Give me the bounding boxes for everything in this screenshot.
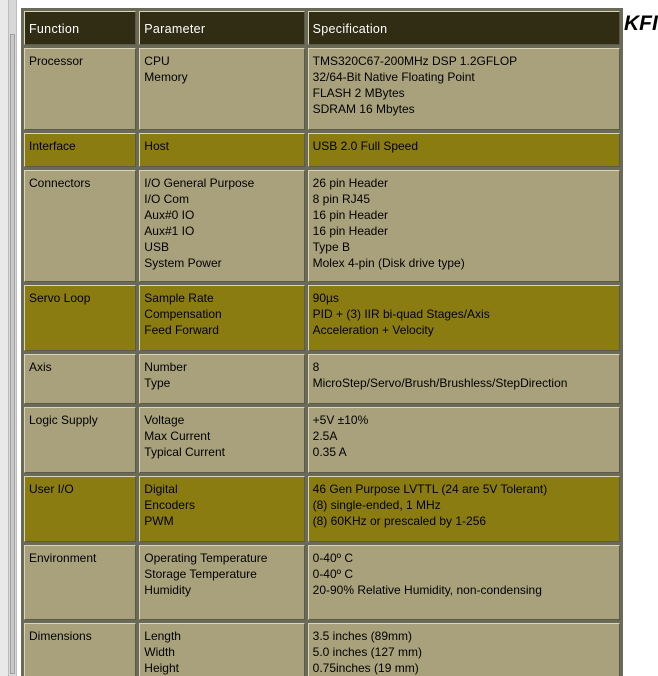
header-function: Function: [24, 11, 136, 45]
parameter-line: I/O Com: [144, 192, 189, 206]
parameter-line: Digital: [144, 482, 178, 496]
parameter-cell: [139, 354, 304, 404]
function-cell: Dimensions: [24, 623, 136, 676]
specification-cell: [308, 407, 620, 473]
function-cell: Servo Loop: [24, 285, 136, 351]
parameter-cell: [139, 623, 304, 676]
specification-cell: [308, 354, 620, 404]
parameter-line: System Power: [144, 256, 222, 270]
specification-line: PID + (3) IIR bi-quad Stages/Axis: [312, 307, 490, 321]
specification-cell: [308, 285, 620, 351]
specification-line: 5.0 inches (127 mm): [312, 645, 423, 659]
scrollbar-thumb[interactable]: [10, 34, 15, 674]
parameter-line: Compensation: [144, 307, 222, 321]
spec-table: [21, 8, 623, 676]
table-row: [24, 285, 620, 351]
specification-line: 32/64-Bit Native Floating Point: [312, 70, 475, 84]
table-row: [24, 354, 620, 404]
specification-cell: [308, 48, 620, 130]
parameter-cell: [139, 407, 304, 473]
table-header-row: [24, 11, 620, 45]
specification-cell: [308, 623, 620, 676]
parameter-line: USB: [144, 240, 169, 254]
left-margin: [0, 0, 8, 676]
side-heading: KFI: [624, 12, 658, 35]
parameter-line: Aux#0 IO: [144, 208, 195, 222]
specification-line: 8 pin RJ45: [312, 192, 371, 206]
specification-line: 0.35 A: [312, 445, 347, 459]
function-cell: Interface: [24, 133, 136, 167]
parameter-line: Height: [144, 661, 179, 675]
specification-line: 8: [312, 360, 320, 374]
table-row: [24, 170, 620, 282]
specification-line: 26 pin Header: [312, 176, 389, 190]
specification-line: 0-40º C: [312, 567, 354, 581]
specification-line: Acceleration + Velocity: [312, 323, 434, 337]
specification-line: 3.5 inches (89mm): [312, 629, 413, 643]
function-cell: Environment: [24, 545, 136, 620]
header-parameter: Parameter: [139, 11, 304, 45]
specification-line: 20-90% Relative Humidity, non-condensing: [312, 583, 542, 597]
header-specification: Specification: [308, 11, 620, 45]
parameter-line: Storage Temperature: [144, 567, 257, 581]
specification-cell: [308, 133, 620, 167]
parameter-cell: [139, 545, 304, 620]
specification-cell: [308, 170, 620, 282]
specification-line: 46 Gen Purpose LVTTL (24 are 5V Tolerant): [312, 482, 548, 496]
table-row: [24, 133, 620, 167]
specification-line: 90µs: [312, 291, 339, 305]
specification-line: FLASH 2 MBytes: [312, 86, 405, 100]
specification-line: (8) 60KHz or prescaled by 1-256: [312, 514, 487, 528]
table-row: [24, 476, 620, 542]
parameter-line: Sample Rate: [144, 291, 214, 305]
parameter-line: I/O General Purpose: [144, 176, 255, 190]
specification-cell: [308, 545, 620, 620]
parameter-line: Encoders: [144, 498, 195, 512]
parameter-line: Length: [144, 629, 181, 643]
function-cell: User I/O: [24, 476, 136, 542]
parameter-line: Voltage: [144, 413, 185, 427]
parameter-line: Width: [144, 645, 175, 659]
specification-line: 2.5A: [312, 429, 338, 443]
specification-line: 0-40º C: [312, 551, 354, 565]
specification-line: SDRAM 16 Mbytes: [312, 102, 415, 116]
parameter-line: Memory: [144, 70, 188, 84]
specification-line: Type B: [312, 240, 350, 254]
table-row: [24, 545, 620, 620]
function-cell: Connectors: [24, 170, 136, 282]
vertical-scrollbar[interactable]: [8, 0, 17, 676]
parameter-line: Aux#1 IO: [144, 224, 195, 238]
parameter-cell: [139, 48, 304, 130]
parameter-line: Feed Forward: [144, 323, 219, 337]
parameter-line: Number: [144, 360, 187, 374]
parameter-cell: [139, 476, 304, 542]
table-row: [24, 48, 620, 130]
specification-line: Molex 4-pin (Disk drive type): [312, 256, 465, 270]
parameter-line: Host: [144, 139, 169, 153]
specification-line: USB 2.0 Full Speed: [312, 139, 419, 153]
parameter-line: Type: [144, 376, 171, 390]
specification-line: 16 pin Header: [312, 224, 389, 238]
specification-line: TMS320C67-200MHz DSP 1.2GFLOP: [312, 54, 518, 68]
specification-cell: [308, 476, 620, 542]
specification-line: MicroStep/Servo/Brush/Brushless/StepDirection: [312, 376, 568, 390]
specification-line: (8) single-ended, 1 MHz: [312, 498, 441, 512]
parameter-line: Max Current: [144, 429, 211, 443]
parameter-cell: [139, 170, 304, 282]
parameter-cell: [139, 133, 304, 167]
parameter-line: CPU: [144, 54, 170, 68]
specification-line: 0.75inches (19 mm): [312, 661, 419, 675]
parameter-line: Operating Temperature: [144, 551, 268, 565]
table-body: [24, 48, 620, 676]
table-row: [24, 623, 620, 676]
function-cell: Axis: [24, 354, 136, 404]
function-cell: Processor: [24, 48, 136, 130]
function-cell: Logic Supply: [24, 407, 136, 473]
parameter-cell: [139, 285, 304, 351]
specification-line: +5V ±10%: [312, 413, 369, 427]
parameter-line: PWM: [144, 514, 174, 528]
specification-line: 16 pin Header: [312, 208, 389, 222]
parameter-line: Humidity: [144, 583, 191, 597]
parameter-line: Typical Current: [144, 445, 225, 459]
table-row: [24, 407, 620, 473]
